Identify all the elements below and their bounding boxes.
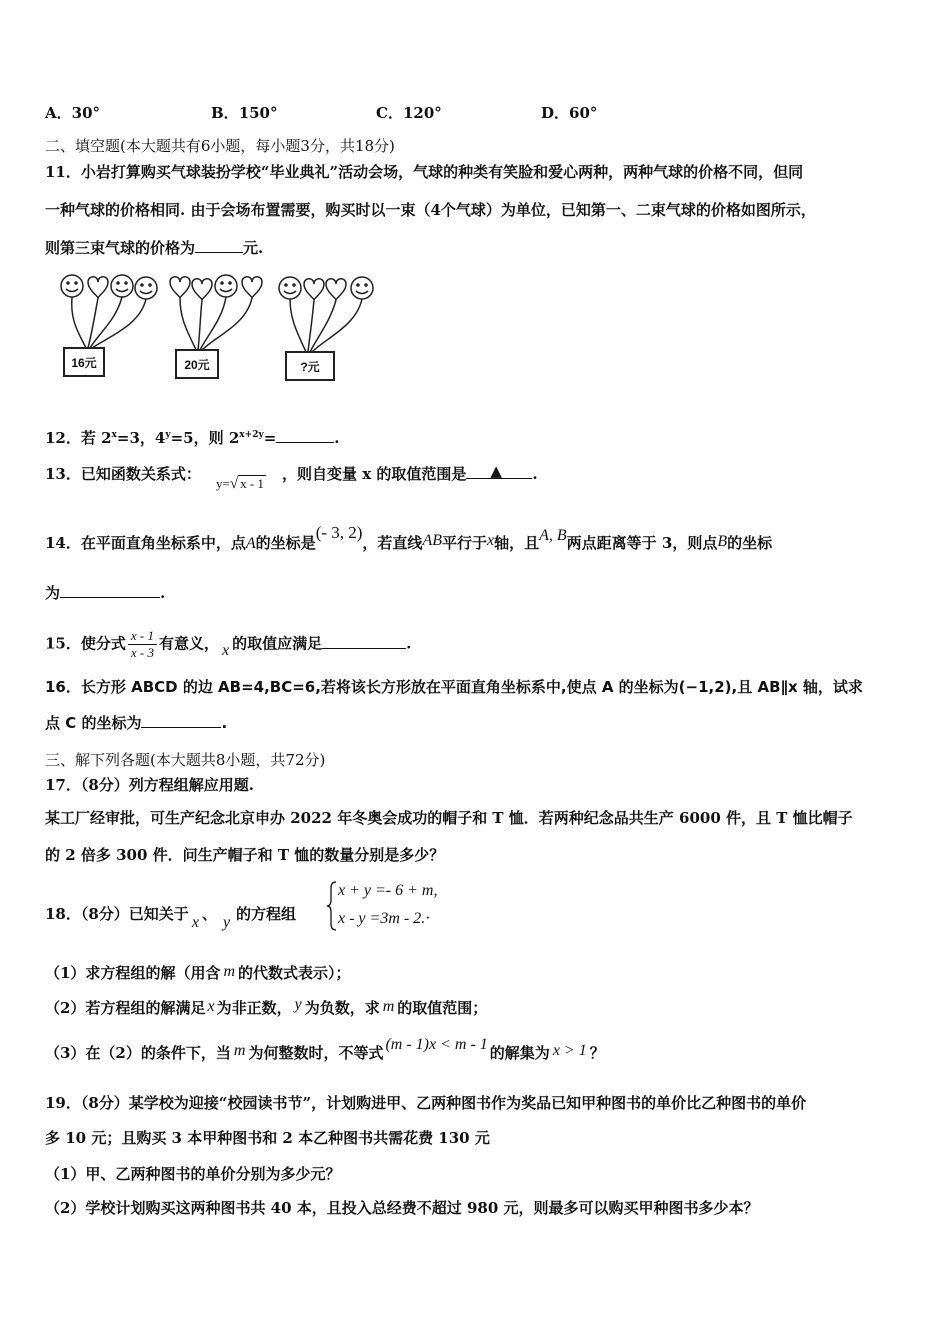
q18-p2-text-2: 为非正数， (216, 999, 292, 1017)
q14-points-ab: A, B (539, 527, 567, 544)
q12-text-1: 12．若 2 (45, 429, 112, 447)
option-d: D．60° (541, 104, 598, 122)
bundle-3 (279, 277, 373, 380)
q16-end: . (221, 714, 228, 732)
q14-line-ab: AB (422, 532, 442, 549)
q14-point-b: B (717, 533, 728, 550)
q19-part1: （1）甲、乙两种图书的单价分别为多少元？ (45, 1165, 341, 1183)
q15-var: x (222, 641, 230, 659)
q14-text-1: 14．在平面直角坐标系中，点 (45, 534, 246, 552)
q18-dot: · (425, 910, 431, 927)
q13-rest (282, 464, 538, 484)
q12-text-3: =5，则 2 (170, 429, 240, 447)
q19-line2: 多 10 元；且购买 3 本甲种图书和 2 本乙种图书共需花费 130 元 (45, 1129, 490, 1147)
bundle-3-price: ?元 (300, 360, 320, 374)
q12 (45, 428, 340, 448)
q13-formula (216, 476, 266, 493)
q18-p3-text-4: ？ (589, 1044, 605, 1062)
q17-line3: 的 2 倍多 300 件．问生产帽子和 T 恤的数量分别是多少？ (45, 846, 445, 864)
q18-p2-text-1: （2）若方程组的解满足 (45, 999, 206, 1017)
q11-line2: 一种气球的价格相同. 由于会场布置需要，购买时以一束（4个气球）为单位，已知第一、二束气球的价格如图所示， (45, 201, 816, 219)
q13-answer-blank[interactable] (466, 464, 532, 479)
option-b: B．150° (211, 104, 278, 122)
q11-line3-text: 则第三束气球的价格为 (45, 239, 196, 257)
q18-p2-y: y (294, 996, 302, 1013)
q14-end: . (160, 584, 166, 602)
q13 (45, 464, 201, 484)
section3-header: 三、解下列各题(本大题共8小题，共72分) (45, 751, 326, 769)
q18-stem (45, 904, 297, 931)
q18-eq2 (338, 910, 431, 928)
q18-text-1: 18．（8分）已知关于 (45, 905, 189, 923)
q14-coord-a: (- 3, 2) (315, 523, 363, 542)
q14-text-7: 的坐标 (727, 534, 773, 552)
q18-p1-text-2: 的代数式表示）； (238, 964, 351, 982)
q18-p3-text-3: 的解集为 (489, 1044, 550, 1062)
q15-text-3: 的取值应满足 (232, 634, 323, 653)
bundle-1-price: 16元 (71, 356, 97, 370)
q13-formula-lhs: y= (216, 476, 230, 491)
q14-line2 (45, 583, 165, 603)
q11-unit: 元. (243, 239, 264, 257)
q14-text-6: 两点距离等于 3，则点 (566, 534, 718, 552)
q18-part2 (45, 998, 487, 1019)
radical-icon: √ (229, 476, 239, 492)
q15-numerator: x - 1 (128, 628, 157, 645)
q14-point-a: A (245, 535, 256, 552)
q18-part3 (45, 1036, 605, 1064)
q18-var-x: x (191, 914, 199, 931)
q18-eq2-text: x - y =3m - 2. (338, 910, 426, 927)
left-brace-icon (326, 880, 338, 932)
q12-sup-2: y (165, 430, 171, 440)
q15-end: . (406, 634, 412, 653)
q18-p3-text-2: 为何整数时，不等式 (248, 1044, 384, 1062)
q12-answer-blank[interactable] (276, 428, 334, 443)
triangle-icon: ▲ (490, 462, 502, 480)
q18-text-2: 的方程组 (236, 905, 297, 923)
q12-text-2: =3，4 (116, 429, 166, 447)
option-c: C．120° (376, 104, 442, 122)
q18-p3-m: m (233, 1042, 246, 1059)
q14-text-2: 的坐标是 (255, 534, 316, 552)
q18-p2-text-4: 的取值范围； (397, 999, 488, 1017)
q11-answer-blank[interactable] (195, 238, 243, 253)
bundle-2-price: 20元 (184, 358, 210, 372)
q14-text-3: ，若直线 (362, 534, 423, 552)
q13-text-2: ，则自变量 x 的取值范围是 (282, 465, 467, 483)
q17-line1: 17．（8分）列方程组解应用题. (45, 776, 255, 794)
q14-text-4: 平行于 (441, 534, 487, 552)
q13-end: . (532, 465, 538, 483)
q19-part2: （2）学校计划购买这两种图书共 40 本，且投入总经费不超过 980 元，则最多可以购买甲种图书多少本？ (45, 1199, 759, 1217)
q12-sup-3: x+2y (239, 430, 264, 440)
q17-line2: 某工厂经审批，可生产纪念北京申办 2022 年冬奥会成功的帽子和 T 恤．若两种纪念品共生产 6000 件，且 T 恤比帽子 (45, 809, 853, 827)
q11-line1: 11．小岩打算购买气球装扮学校“毕业典礼”活动会场，气球的种类有笑脸和爱心两种，两种气球的价格不同，但同 (45, 163, 804, 181)
q19-line1: 19．（8分）某学校为迎接“校园读书节”，计划购进甲、乙两种图书作为奖品已知甲种图书的单价比乙种图书的单价 (45, 1094, 807, 1112)
q18-p2-text-3: 为负数，求 (304, 999, 380, 1017)
q16-line2 (45, 713, 227, 733)
q18-p3-inequality: (m - 1)x < m - 1 (385, 1036, 488, 1053)
q12-end: . (334, 429, 340, 447)
q15-fraction (128, 628, 157, 661)
q11-line3 (45, 238, 263, 258)
q16-text: 点 C 的坐标为 (45, 714, 142, 732)
q15-denominator: x - 3 (130, 645, 154, 660)
q13-formula-radicand: x - 1 (240, 476, 264, 491)
q18-p3-text-1: （3）在（2）的条件下，当 (45, 1044, 231, 1062)
q12-sup-1: x (111, 430, 117, 440)
q18-p2-x: x (207, 998, 215, 1015)
q15 (45, 628, 411, 661)
q18-sep: 、 (201, 905, 217, 923)
q14-line1 (45, 523, 773, 554)
q15-answer-blank[interactable] (322, 634, 406, 649)
q18-part1 (45, 963, 351, 984)
q18-p3-solution: x > 1 (552, 1042, 587, 1059)
section2-header: 二、填空题(本大题共有6小题，每小题3分，共18分) (45, 137, 395, 155)
q14-answer-blank[interactable] (60, 583, 160, 598)
q18-p1-var: m (223, 963, 236, 980)
q16-answer-blank[interactable] (141, 713, 221, 728)
q15-text-1: 15．使分式 (45, 634, 126, 653)
q18-eq1: x + y =- 6 + m, (338, 882, 438, 899)
option-a: A．30° (45, 104, 101, 122)
q12-text-4: = (263, 429, 277, 447)
balloon-bundles-figure (50, 270, 390, 390)
q18-var-y: y (222, 914, 231, 931)
q15-text-2: 有意义， (158, 634, 219, 653)
q16-line1: 16．长方形 ABCD 的边 AB=4,BC=6,若将该长方形放在平面直角坐标系中,使点 A 的坐标为(−1,2),且 AB∥x 轴，试求 (45, 678, 863, 696)
q18-p1-text-1: （1）求方程组的解（用含 (45, 964, 221, 982)
q18-p2-m: m (382, 998, 395, 1015)
q14-text-8: 为 (45, 584, 61, 602)
q13-text-1: 13．已知函数关系式： (45, 465, 201, 483)
q14-text-5: 轴，且 (494, 534, 540, 552)
q14-axis-x: x (487, 532, 495, 549)
